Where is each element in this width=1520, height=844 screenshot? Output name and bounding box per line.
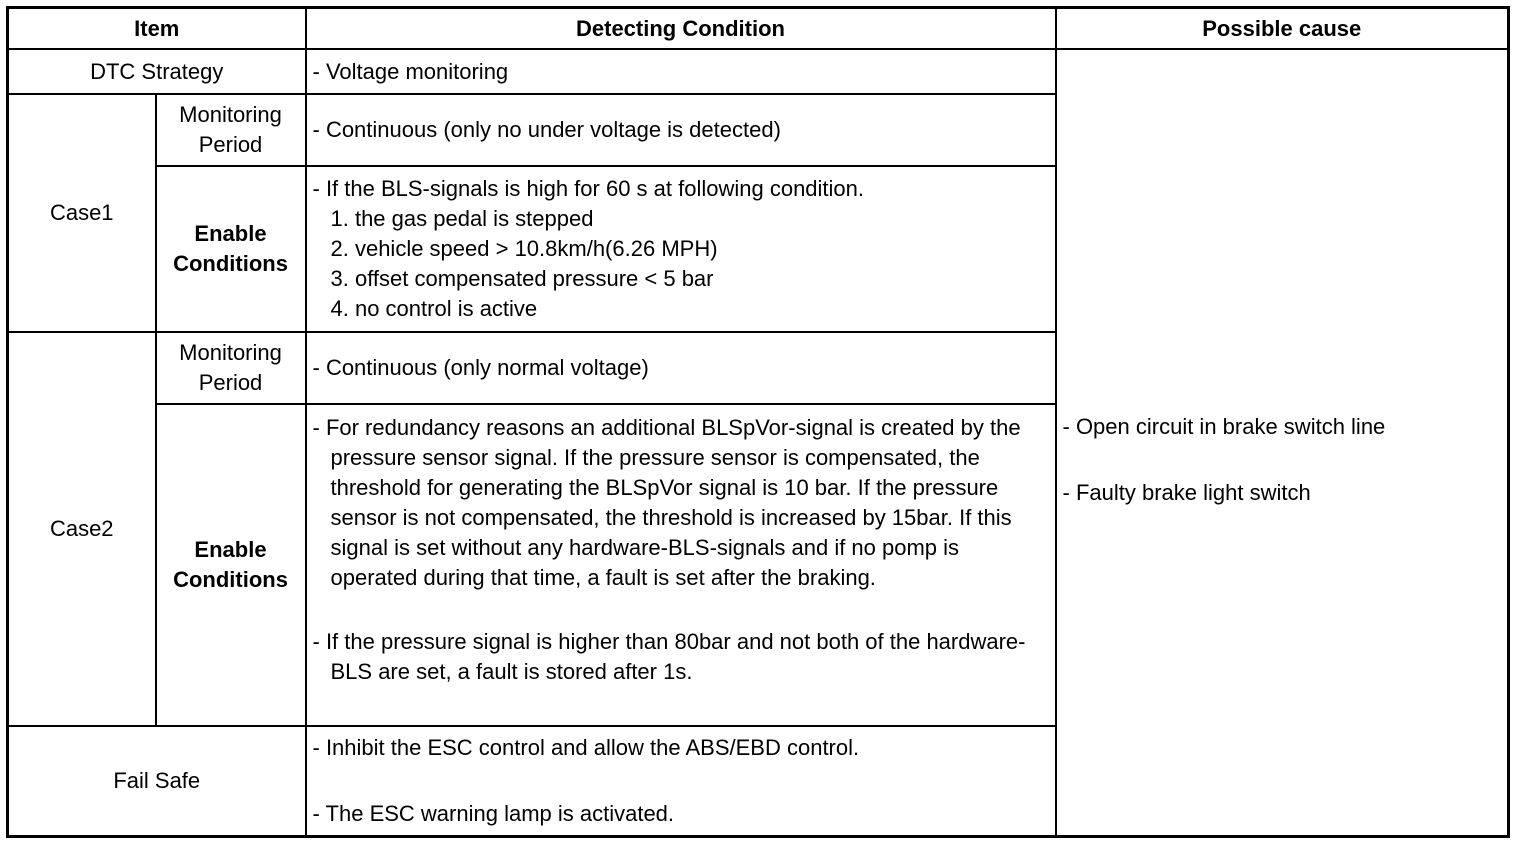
dtc-table (6, 6, 1510, 838)
cause-item: - Faulty brake light switch (1062, 480, 1311, 506)
case2-enable-label: Enable Conditions (156, 404, 306, 726)
fail-safe-condition (306, 726, 1056, 836)
case2-label: Case2 (8, 332, 156, 726)
case1-label: Case1 (8, 94, 156, 332)
case1-enable-label: Enable Conditions (156, 166, 306, 332)
header-detecting-condition: Detecting Condition (306, 8, 1056, 50)
case1-enable-line: 1. the gas pedal is stepped (330, 206, 594, 231)
case1-monitoring-text: - Continuous (only no under voltage is detected) (312, 117, 781, 142)
case1-enable-line: 2. vehicle speed > 10.8km/h(6.26 MPH) (330, 236, 718, 261)
row-dtc-strategy (8, 49, 1509, 94)
case1-enable-line: - If the BLS-signals is high for 60 s at following condition. (312, 176, 865, 201)
possible-cause-cell (1056, 49, 1509, 836)
fail-safe-label: Fail Safe (8, 726, 306, 836)
fail-safe-line: - The ESC warning lamp is activated. (312, 800, 675, 826)
case1-monitoring-label: Monitoring Period (156, 94, 306, 166)
cause-item: - Open circuit in brake switch line (1062, 414, 1386, 440)
case2-monitoring-label: Monitoring Period (156, 332, 306, 404)
header-possible-cause: Possible cause (1056, 8, 1509, 50)
case1-enable-condition (306, 166, 1056, 332)
dtc-strategy-condition (306, 49, 1056, 94)
case2-enable-para: - If the pressure signal is higher than 80bar and not both of the hardware-BLS are set, a fault is stored after 1s. (312, 629, 1026, 684)
case2-monitoring-condition (306, 332, 1056, 404)
header-row (8, 8, 1509, 50)
case1-enable-line: 4. no control is active (330, 296, 538, 321)
case1-enable-line: 3. offset compensated pressure < 5 bar (330, 266, 714, 291)
fail-safe-line: - Inhibit the ESC control and allow the ABS/EBD control. (312, 734, 860, 760)
case1-monitoring-condition (306, 94, 1056, 166)
possible-cause-list (1063, 376, 1502, 508)
dtc-strategy-label: DTC Strategy (8, 49, 306, 94)
case2-enable-condition (306, 404, 1056, 726)
case2-monitoring-text: - Continuous (only normal voltage) (312, 355, 649, 380)
dtc-strategy-text: - Voltage monitoring (312, 58, 509, 84)
header-item: Item (8, 8, 306, 50)
case2-enable-para: - For redundancy reasons an additional BLSpVor-signal is created by the pressure sensor signal. If the pressure sensor is compensated, the threshold for generating the BLSpVor signal is 10 bar. If the pressure sensor is not compensated, the threshold is increased by 15bar. If this signal is set without any hardware-BLS-signals and if no pomp is operated during that time, a fault is set after the braking. (312, 415, 1021, 590)
